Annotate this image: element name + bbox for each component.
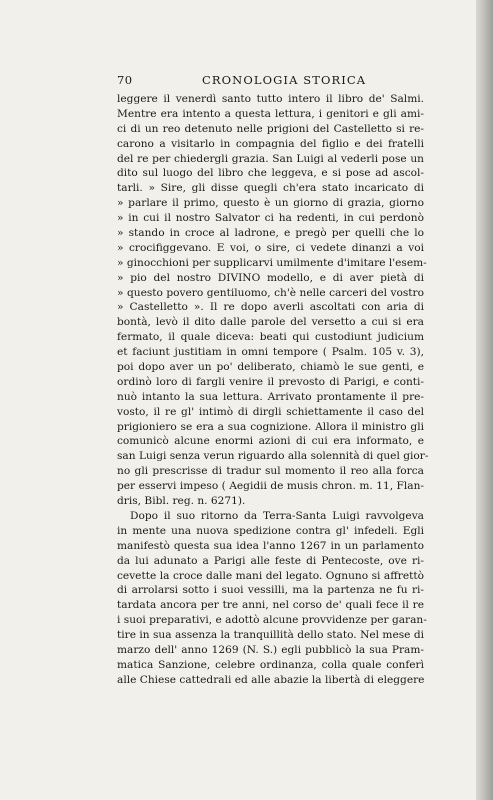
text-line: Dopo il suo ritorno da Terra-Santa Luigi ravvolgeva [130,509,424,522]
text-line: leggere il venerdì santo tutto intero il libro de' Salmi. [117,93,424,105]
text-line: ordinò loro di fargli venire il prevosto di Parigi, e conti- [117,375,424,388]
text-line: cevette la croce dalle mani del legato. Ognuno si affrettò [117,569,424,582]
text-line: marzo dell' anno 1269 (N. S.) egli pubblicò la sua Pram- [117,643,424,656]
text-line: fermato, il quale diceva: beati qui custodiunt judicium [117,331,424,344]
page-edge [476,0,493,800]
text-line: matica Sanzione, celebre ordinanza, colla quale conferì [117,658,424,671]
paragraph [117,92,429,509]
text-line: » stando in croce al ladrone, e pregò per quelli che lo [117,227,424,240]
text-line: alle Chiese cattedrali ed alle abazie la libertà di eleggere [117,673,425,686]
text-line: tardata ancora per tre anni, nel corso de' quali fece il re [117,599,424,612]
text-line: manifestò questa sua idea l'anno 1267 in un parlamento [117,539,424,552]
text-line: san Luigi senza verun riguardo alla solennità di quel gior- [117,450,429,463]
text-line: i suoi preparativi, e adottò alcune provvidenze per garan- [117,614,427,627]
text-line: tire in sua assenza la tranquillità dello stato. Nel mese di [117,629,424,642]
text-line: carono a visitarlo in compagnia del figlio e dei fratelli [117,137,424,150]
text-line: dito sul luogo del libro che leggeva, e si pose ad ascol- [117,167,424,180]
page-number: 70 [117,73,133,87]
text-line: » questo povero gentiluomo, ch'è nelle carceri del vostro [117,286,424,299]
text-line: » Castelletto ». Il re dopo averli ascoltati con aria di [117,301,424,314]
text-line: prigioniero se era a sua cognizione. Allora il ministro gli [117,420,424,433]
text-line: comunicò alcune enormi azioni di cui era informato, e [117,435,424,448]
text-line: » parlare il primo, questo è un giorno di grazia, giorno [117,197,424,210]
running-title: CRONOLOGIA STORICA [202,73,367,87]
paragraph [117,509,427,688]
text-line: nuò intanto la sua lettura. Arrivato prontamente il pre- [117,390,424,403]
text-line: vosto, il re gl' intimò di dirgli schiettamente il caso del [117,405,424,418]
text-line: » pio del nostro DIVINO modello, e di aver pietà di [117,271,424,284]
body-text [117,92,429,688]
text-line: » crocifiggevano. E voi, o sire, ci vedete dinanzi a voi [117,241,424,254]
text-line: in mente una nuova spedizione contra gl' infedeli. Egli [117,524,424,537]
text-line: » in cui il nostro Salvator ci ha redenti, in cui perdonò [117,212,424,225]
text-line: dris, Bibl. reg. n. 6271). [117,495,246,508]
text-line: tarli. » Sire, gli disse quegli ch'era stato incaricato di [117,182,424,195]
page-header [116,73,423,89]
text-line: di arrolarsi sotto i suoi vessilli, ma la partenza ne fu ri- [117,584,424,597]
text-line: poi dopo aver un po' deliberato, chiamò le sue genti, e [117,361,424,374]
text-line: » ginocchioni per supplicarvi umilmente d'imitare l'esem- [117,256,427,269]
text-line: Mentre era intento a questa lettura, i genitori e gli ami- [117,107,424,120]
text-line: bontà, levò il dito dalle parole del versetto a cui si era [117,316,424,329]
text-line: del re per chiedergli grazia. San Luigi al vederli pose un [117,152,424,165]
text-line: ci di un reo detenuto nelle prigioni del Castelletto si re- [117,122,424,135]
text-line: et faciunt justitiam in omni tempore ( Psalm. 105 v. 3), [117,346,424,359]
text-line: da lui adunato a Parigi alle feste di Pentecoste, ove ri- [117,554,424,567]
text-line: per esservi impeso ( Aegidii de musis chron. m. 11, Flan- [117,480,424,493]
text-line: no gli prescrisse di tradur sul momento il reo alla forca [117,465,424,478]
